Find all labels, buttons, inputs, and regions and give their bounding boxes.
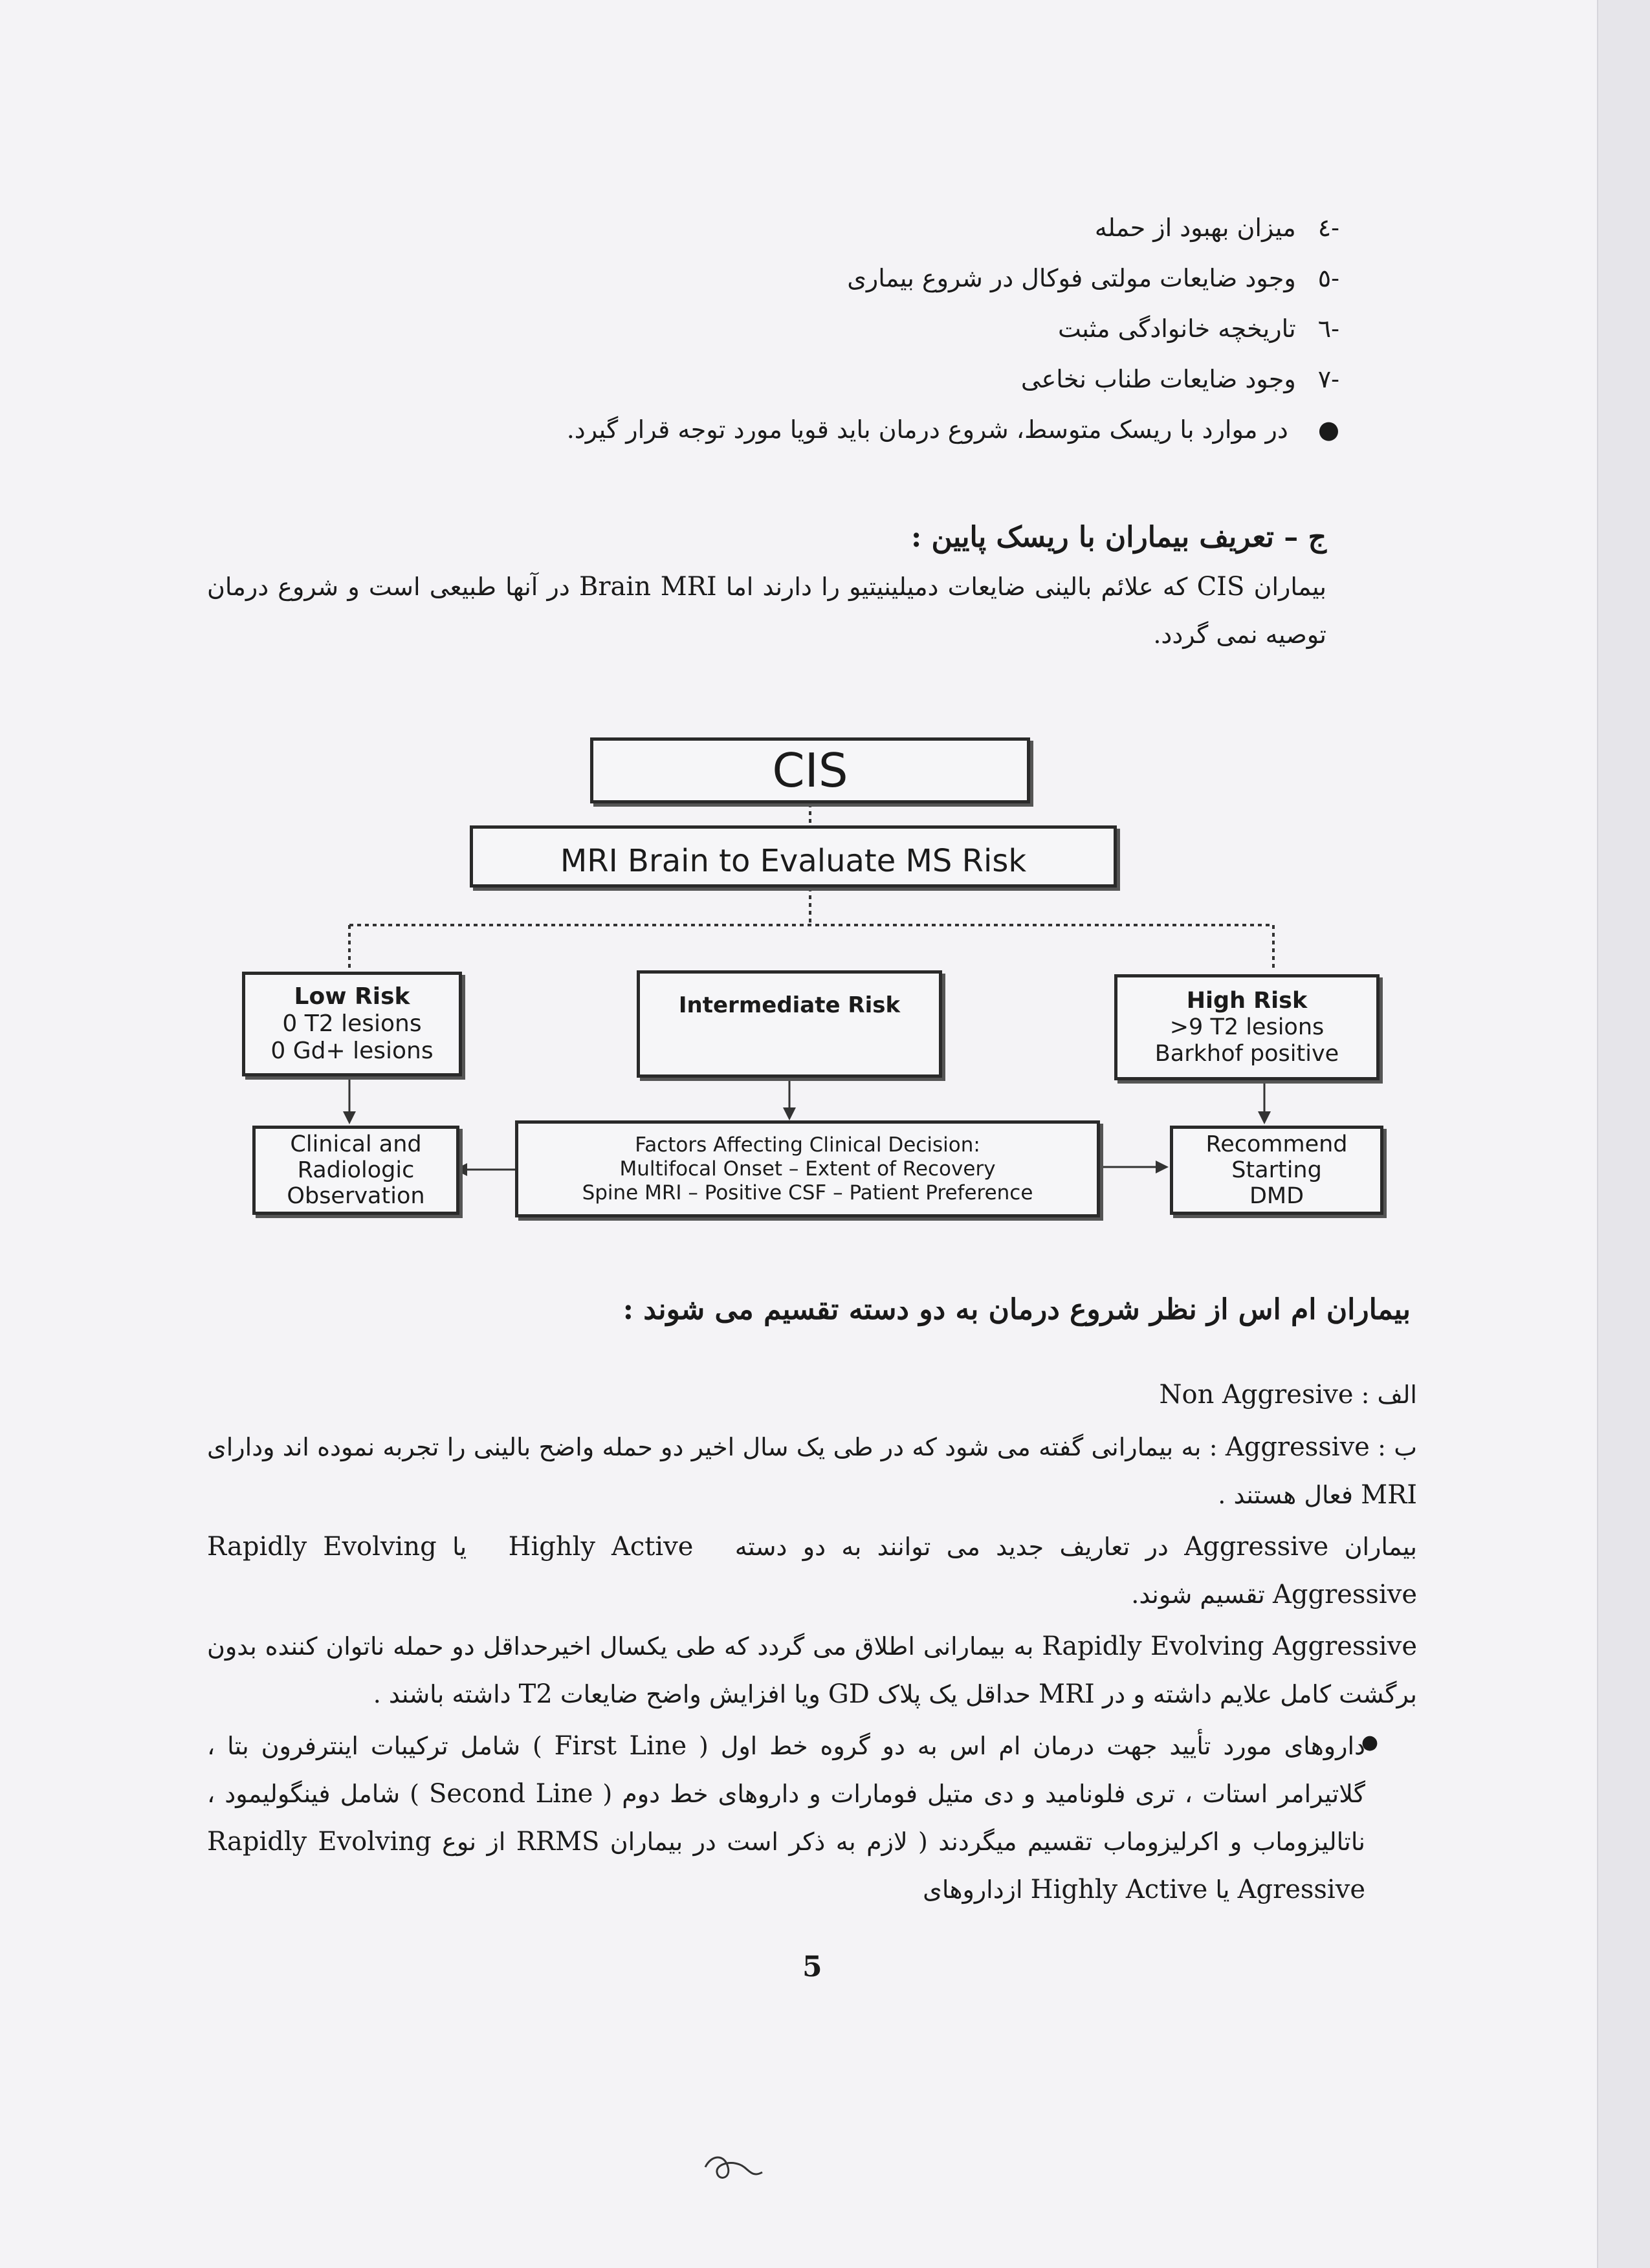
observation-box: Clinical and Radiologic Observation (252, 1126, 459, 1215)
recommend-box: Recommend Starting DMD (1170, 1126, 1383, 1215)
list-item (1095, 211, 1339, 245)
bullet-icon: ● (1317, 415, 1339, 444)
bullet-icon: ● (1361, 1731, 1378, 1754)
list-number: -٥ (1317, 264, 1339, 292)
factors-box: Factors Affecting Clinical Decision: Multifocal Onset – Extent of Recovery Spine MRI – Positive CSF – Patient Preference (515, 1120, 1100, 1217)
list-item (847, 261, 1339, 295)
list-text: وجود ضایعات مولتی فوکال در شروع بیماری (847, 264, 1296, 292)
cis-box: CIS (590, 737, 1030, 803)
list-item (1021, 362, 1339, 396)
list-text: میزان بهبود از حمله (1094, 213, 1296, 242)
scan-edge (1597, 0, 1650, 2268)
list-number: -٦ (1317, 314, 1339, 343)
list-text: وجود ضایعات طناب نخاعی (1020, 365, 1296, 393)
category-b-paragraph: ب : Aggressive : به بیمارانی گفته می شود که در طی یک سال اخیر دو حمله واضح بالینی را تجربه نموده اند ودارای MRI فعال هستند . (207, 1432, 1417, 1510)
section-heading: ج – تعریف بیماران با ریسک پایین : (910, 521, 1326, 554)
category-a: الف : Non Aggresive (1159, 1380, 1417, 1410)
mri-box: MRI Brain to Evaluate MS Risk (470, 825, 1117, 888)
handwritten-signature (699, 2141, 770, 2193)
intermediate-risk-box: Intermediate Risk (637, 970, 942, 1078)
rapidly-evolving-paragraph: Rapidly Evolving Aggressive به بیمارانی اطلاق می گردد که طی یکسال اخیرحداقل دو حمله ناتوان کننده بدون برگشت کامل علایم داشته و در MRI حداقل یک پلاک GD ویا افزایش واضح ضایعات T2 داشته باشند . (207, 1631, 1417, 1709)
low-risk-box: Low Risk 0 T2 lesions 0 Gd+ lesions (242, 972, 462, 1076)
bullet-text: در موارد با ریسک متوسط، شروع درمان باید قویا مورد توجه قرار گیرد. (566, 415, 1288, 444)
list-number: -٧ (1317, 365, 1339, 393)
approved-drugs-paragraph: داروهای مورد تأیید جهت درمان ام اس به دو گروه خط اول ( First Line ) شامل ترکیبات اینترفرون بتا ، گلاتیرامر استات ، تری فلونامید و دی متیل فومارات و داروهای خط دوم ( Second Line ) شامل فینگولیمود ، ناتالیزوماب و اکرلیزوماب تقسیم میگردند ( لازم به ذکر است در بیماران RRMS از نوع Rapidly Evolving Agressive یا Highly Active ازداروهای (207, 1731, 1365, 1904)
page-number: 5 (802, 1950, 822, 1983)
cis-risk-flowchart (233, 737, 1398, 1229)
low-risk-paragraph: بیماران CIS که علائم بالینی ضایعات دمیلینیتیو را دارند اما Brain MRI در آنها طبیعی است و شروع درمان توصیه نمی گردد. (207, 572, 1326, 649)
list-text: تاریخچه خانوادگی مثبت (1057, 314, 1296, 343)
list-number: -٤ (1317, 213, 1339, 242)
bullet-item (567, 413, 1339, 446)
list-item (1058, 312, 1339, 345)
high-risk-box: High Risk >9 T2 lesions Barkhof positive (1114, 974, 1380, 1080)
section-heading: بیماران ام اس از نظر شروع درمان به دو دسته تقسیم می شوند : (622, 1293, 1411, 1326)
aggressive-definition-paragraph: بیماران Aggressive در تعاریف جدید می توانند به دو دسته Highly Active یا Rapidly Evolving Aggressive تقسیم شوند. (207, 1532, 1417, 1609)
